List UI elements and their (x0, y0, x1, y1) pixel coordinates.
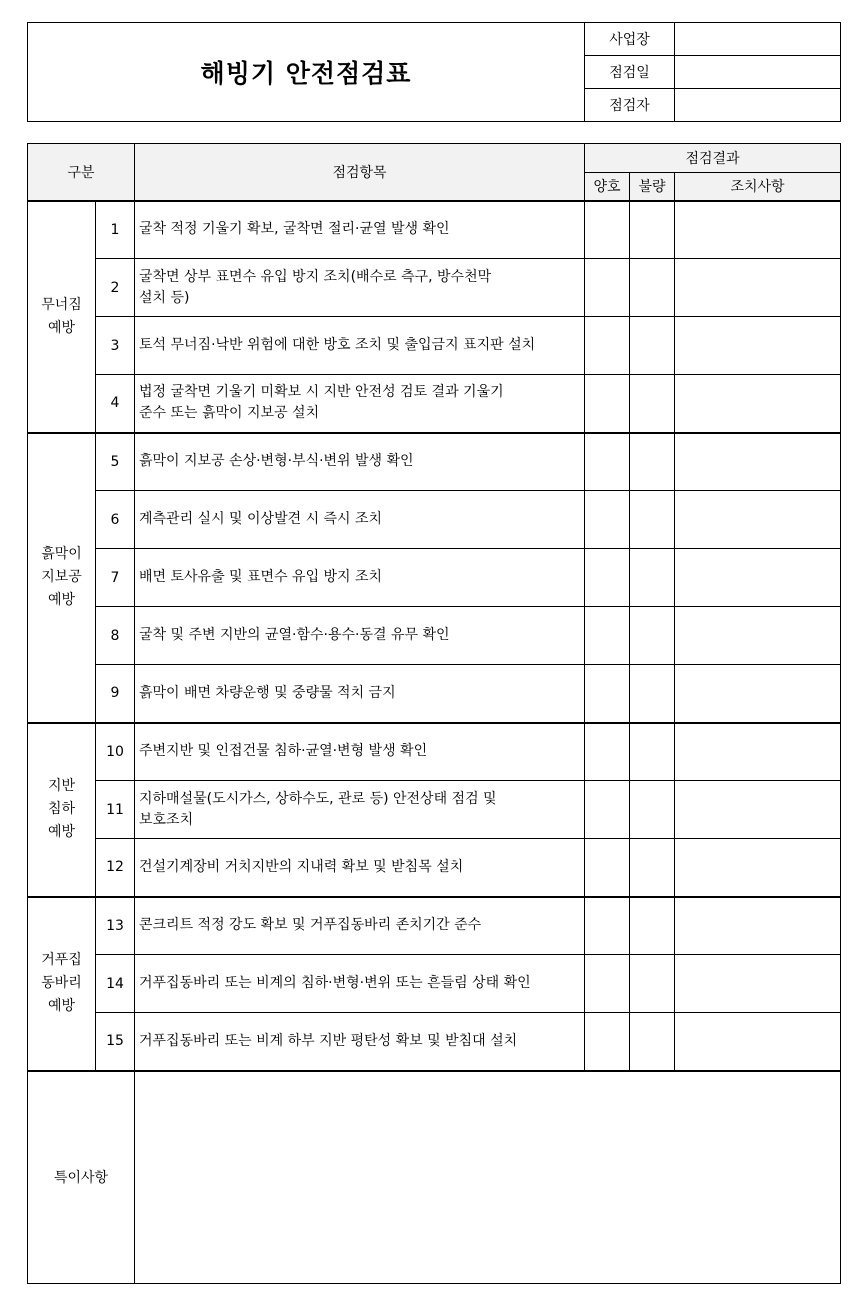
item-number: 15 (96, 1013, 135, 1071)
item-number: 4 (96, 375, 135, 433)
action-note-cell[interactable] (675, 897, 841, 955)
good-check-cell[interactable] (585, 1013, 630, 1071)
good-check-cell[interactable] (585, 201, 630, 259)
action-note-cell[interactable] (675, 781, 841, 839)
checklist-body (28, 201, 841, 1071)
item-text: 콘크리트 적정 강도 확보 및 거푸집동바리 존치기간 준수 (135, 897, 585, 955)
action-note-cell[interactable] (675, 491, 841, 549)
action-note-cell[interactable] (675, 201, 841, 259)
item-text: 거푸집동바리 또는 비계의 침하·변형·변위 또는 흔들림 상태 확인 (135, 955, 585, 1013)
page-title: 해빙기 안전점검표 (28, 23, 585, 122)
item-text: 배면 토사유출 및 표면수 유입 방지 조치 (135, 549, 585, 607)
table-row (28, 955, 841, 1013)
item-text: 지하매설물(도시가스, 상하수도, 관로 등) 안전상태 점검 및 보호조치 (135, 781, 585, 839)
good-check-cell[interactable] (585, 665, 630, 723)
item-number: 11 (96, 781, 135, 839)
category-line: 예방 (47, 998, 76, 1014)
action-note-cell[interactable] (675, 955, 841, 1013)
bad-check-cell[interactable] (630, 955, 675, 1013)
category-cell (28, 433, 96, 723)
good-check-cell[interactable] (585, 259, 630, 317)
notes-label: 특이사항 (28, 1071, 135, 1284)
category-line: 지반 (47, 778, 76, 794)
action-note-cell[interactable] (675, 259, 841, 317)
notes-field[interactable] (135, 1071, 841, 1284)
action-note-cell[interactable] (675, 317, 841, 375)
item-number: 9 (96, 665, 135, 723)
category-line: 무너짐 (41, 296, 82, 313)
item-number: 14 (96, 955, 135, 1013)
category-cell (28, 723, 96, 897)
table-row (28, 665, 841, 723)
bad-check-cell[interactable] (630, 375, 675, 433)
item-number: 1 (96, 201, 135, 259)
good-check-cell[interactable] (585, 607, 630, 665)
table-row (28, 259, 841, 317)
action-note-cell[interactable] (675, 375, 841, 433)
bad-check-cell[interactable] (630, 723, 675, 781)
item-text: 굴착 및 주변 지반의 균열·함수·용수·동결 유무 확인 (135, 607, 585, 665)
site-field[interactable] (675, 23, 841, 56)
table-row (28, 781, 841, 839)
bad-check-cell[interactable] (630, 259, 675, 317)
header-table (27, 22, 841, 122)
bad-check-cell[interactable] (630, 491, 675, 549)
good-check-cell[interactable] (585, 897, 630, 955)
table-row (28, 723, 841, 781)
inspector-label: 점검자 (585, 89, 675, 122)
item-number: 5 (96, 433, 135, 491)
bad-check-cell[interactable] (630, 839, 675, 897)
table-row (28, 375, 841, 433)
item-text: 건설기계장비 거치지반의 지내력 확보 및 받침목 설치 (135, 839, 585, 897)
item-number: 12 (96, 839, 135, 897)
item-number: 2 (96, 259, 135, 317)
checklist-table (27, 143, 841, 1284)
category-line: 동바리 (41, 975, 82, 991)
category-line: 거푸집 (41, 952, 82, 968)
good-check-cell[interactable] (585, 375, 630, 433)
bad-check-cell[interactable] (630, 1013, 675, 1071)
table-row (28, 897, 841, 955)
bad-check-cell[interactable] (630, 433, 675, 491)
item-text: 토석 무너짐·낙반 위험에 대한 방호 조치 및 출입금지 표지판 설치 (135, 317, 585, 375)
action-note-cell[interactable] (675, 723, 841, 781)
bad-check-cell[interactable] (630, 201, 675, 259)
item-number: 3 (96, 317, 135, 375)
table-row (28, 491, 841, 549)
table-row (28, 201, 841, 259)
action-note-cell[interactable] (675, 433, 841, 491)
col-items-header: 점검항목 (135, 144, 585, 201)
date-field[interactable] (675, 56, 841, 89)
inspector-field[interactable] (675, 89, 841, 122)
col-action-header: 조치사항 (675, 173, 841, 201)
item-text: 흙막이 배면 차량운행 및 중량물 적치 금지 (135, 665, 585, 723)
category-cell (28, 201, 96, 433)
item-text: 주변지반 및 인접건물 침하·균열·변형 발생 확인 (135, 723, 585, 781)
good-check-cell[interactable] (585, 839, 630, 897)
item-text: 계측관리 실시 및 이상발견 시 즉시 조치 (135, 491, 585, 549)
item-number: 13 (96, 897, 135, 955)
item-text: 거푸집동바리 또는 비계 하부 지반 평탄성 확보 및 받침대 설치 (135, 1013, 585, 1071)
good-check-cell[interactable] (585, 955, 630, 1013)
category-line: 예방 (47, 824, 76, 840)
item-number: 6 (96, 491, 135, 549)
table-row (28, 607, 841, 665)
good-check-cell[interactable] (585, 781, 630, 839)
table-row (28, 1013, 841, 1071)
item-number: 8 (96, 607, 135, 665)
item-number: 7 (96, 549, 135, 607)
bad-check-cell[interactable] (630, 781, 675, 839)
category-line: 예방 (47, 319, 76, 336)
item-number: 10 (96, 723, 135, 781)
table-row (28, 317, 841, 375)
bad-check-cell[interactable] (630, 607, 675, 665)
action-note-cell[interactable] (675, 839, 841, 897)
good-check-cell[interactable] (585, 549, 630, 607)
category-line: 침하 (47, 801, 76, 817)
table-row (28, 839, 841, 897)
category-line: 예방 (47, 592, 76, 608)
col-category-header: 구분 (28, 144, 135, 201)
good-check-cell[interactable] (585, 433, 630, 491)
table-row (28, 433, 841, 491)
category-cell (28, 897, 96, 1071)
category-line: 지보공 (41, 569, 82, 585)
good-check-cell[interactable] (585, 317, 630, 375)
bad-check-cell[interactable] (630, 549, 675, 607)
category-line: 흙막이 (41, 546, 82, 562)
item-text: 굴착 적정 기울기 확보, 굴착면 절리·균열 발생 확인 (135, 201, 585, 259)
col-bad-header: 불량 (630, 173, 675, 201)
action-note-cell[interactable] (675, 1013, 841, 1071)
table-row (28, 549, 841, 607)
date-label: 점검일 (585, 56, 675, 89)
bad-check-cell[interactable] (630, 665, 675, 723)
item-text: 굴착면 상부 표면수 유입 방지 조치(배수로 측구, 방수천막 설치 등) (135, 259, 585, 317)
action-note-cell[interactable] (675, 607, 841, 665)
item-text: 흙막이 지보공 손상·변형·부식·변위 발생 확인 (135, 433, 585, 491)
col-result-header: 점검결과 (585, 144, 841, 173)
col-good-header: 양호 (585, 173, 630, 201)
site-label: 사업장 (585, 23, 675, 56)
good-check-cell[interactable] (585, 491, 630, 549)
action-note-cell[interactable] (675, 549, 841, 607)
bad-check-cell[interactable] (630, 897, 675, 955)
action-note-cell[interactable] (675, 665, 841, 723)
item-text: 법정 굴착면 기울기 미확보 시 지반 안전성 검토 결과 기울기 준수 또는 흙막이 지보공 설치 (135, 375, 585, 433)
bad-check-cell[interactable] (630, 317, 675, 375)
good-check-cell[interactable] (585, 723, 630, 781)
